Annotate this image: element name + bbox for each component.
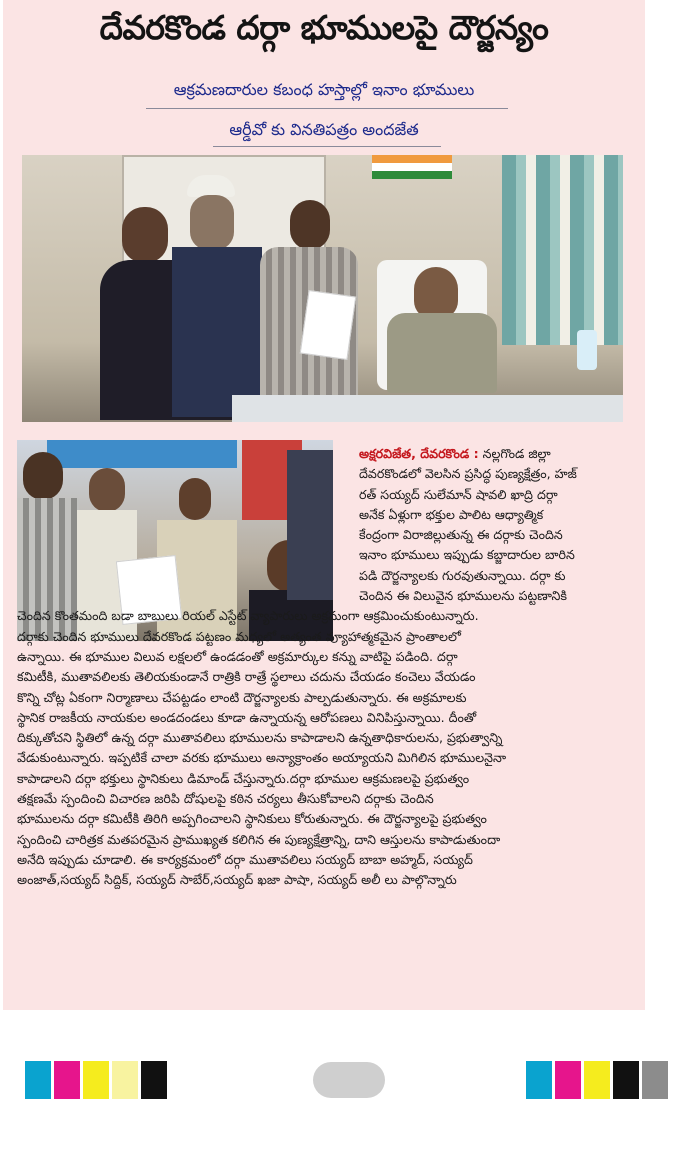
article-line: భూములను దర్గా కమిటీకి తిరిగి అప్పగించాలని స్థానికులు కోరుతున్నారు. ఈ దౌర్జన్యాలపై ప్రభుత్వం [17, 811, 487, 827]
article-line: చెందిన కొంతమంది బడా బాబులు రియల్ ఎస్టేట్ వ్యాపారులు అక్రమంగా ఆక్రమించుకుంటున్నారు. [17, 608, 479, 624]
main-photo-petition [22, 155, 623, 422]
color-swatch [141, 1061, 167, 1099]
flag-green [372, 171, 452, 179]
article-line: అనేది ఇప్పుడు చూడాలి. ఈ కార్యక్రమంలో దర్గా ముతావలిలు సయ్యద్ బాబా అహ్మద్, సయ్యద్ [17, 851, 473, 867]
article-line-text: నల్లగొండ జిల్లా [478, 446, 551, 461]
subheadline-1: ఆక్రమణదారుల కబంధ హస్తాల్లో ఇనాం భూములు [173, 80, 475, 99]
article-line: రత్ సయ్యద్ సులేమాన్ షావలి ఖాద్రి దర్గా [359, 486, 558, 502]
color-swatch [54, 1061, 80, 1099]
official-head [414, 267, 458, 319]
article-line: స్పందించి చారిత్రక మతపరమైన ప్రాముఖ్యత కలిగిన ఈ పుణ్యక్షేత్రాన్ని, దాని ఆస్తులను కాపాడుతుందా [17, 831, 501, 847]
article-line: కమిటీకి, ముతావలిలకు తెలియకుండానే రాత్రికి రాత్రే స్థలాలు చదును చేయడం కంచెలు వేయడం [17, 669, 476, 685]
article-line: కేంద్రంగా విరాజిల్లుతున్న ఈ దర్గాకు చెందిన [359, 527, 563, 543]
water-bottle [577, 330, 597, 370]
color-swatch [25, 1061, 51, 1099]
article-line: ఇనాం భూములు ఇప్పుడు కబ్జాదారుల బారిన [359, 547, 575, 563]
article-line: కొన్ని చోట్ల ఏకంగా నిర్మాణాలు చేపట్టడం లాంటి దౌర్జన్యాలకు పాల్పడుతున్నారు. ఈ అక్రమాలకు [17, 689, 467, 705]
headline: దేవరకొండ దర్గా భూములపై దౌర్జన్యం [99, 8, 549, 47]
color-swatch [112, 1061, 138, 1099]
article-line: వేడుకుంటున్నారు. ఇప్పటికే చాలా వరకు భూములు అన్యాక్రాంతం అయ్యాయని మిగిలిన భూములనైనా [17, 750, 507, 766]
article-body [17, 444, 637, 891]
subheadline-1-underline [146, 108, 508, 109]
desk [232, 395, 623, 422]
official-shirt [387, 313, 497, 393]
elder-robe [172, 247, 262, 417]
petition-paper [300, 290, 356, 360]
article-line: ఉన్నాయి. ఈ భూముల విలువ లక్షలలో ఉండడంతో అక్రమార్కుల కన్ను వాటిపై పడింది. దర్గా [17, 648, 458, 664]
color-swatch [526, 1061, 552, 1099]
subheadline-2-underline [213, 146, 441, 147]
article-line: అనేక ఏళ్లుగా భక్తుల పాలిట ఆధ్యాత్మిక [359, 506, 544, 522]
curtain [502, 155, 623, 345]
color-swatch [613, 1061, 639, 1099]
article-line: కాపాడాలని దర్గా భక్తులు స్థానికులు డిమాండ్ చేస్తున్నారు.దర్గా భూముల ఆక్రమణలపై ప్రభుత్వం [17, 770, 470, 786]
article-line: దిక్కుతోచని స్థితిలో ఉన్న దర్గా ముతావలిలు భూములను కాపాడాలని ఉన్నతాధికారులను, ప్రభుత్వాన్ని [17, 730, 503, 746]
article-line: పడి దౌర్జన్యాలకు గురవుతున్నాయి. దర్గా కు [359, 567, 566, 583]
dateline: అక్షరవిజేత, దేవరకొండ : [359, 446, 479, 461]
article-line: అంజాత్,సయ్యద్ సిద్దిక్, సయ్యద్ సాబేర్,సయ్యద్ ఖజా పాషా, సయ్యద్ అలీ లు పాల్గొన్నారు [17, 872, 457, 888]
article-line: దేవరకొండలో వెలసిన ప్రసిద్ధ పుణ్యక్షేత్రం, హజ్ [359, 466, 577, 482]
color-swatch [83, 1061, 109, 1099]
cap [187, 175, 235, 197]
color-swatch [584, 1061, 610, 1099]
elder-head [190, 195, 234, 250]
article-line: చెందిన ఈ విలువైన భూములను పట్టణానికి [359, 588, 567, 604]
scroll-handle[interactable] [313, 1062, 385, 1098]
article-line: దర్గాకు చెందిన భూములు దేవరకొండ పట్టణం మధ్యలో అత్యంత వ్యూహాత్మకమైన ప్రాంతాలలో [17, 628, 461, 644]
article-line: తక్షణమే స్పందించి విచారణ జరిపి దోషులపై కఠిన చర్యలు తీసుకోవాలని దర్గాకు చెందిన [17, 791, 434, 807]
article-line: స్థానిక రాజకీయ నాయకుల అండదండలు కూడా ఉన్నాయన్న ఆరోపణలు వినిపిస్తున్నాయి. దీంతో [17, 709, 477, 725]
color-swatch [642, 1061, 668, 1099]
man-front-head [122, 207, 168, 263]
man-right-head [290, 200, 330, 250]
flag-white [372, 163, 452, 171]
subheadline-2: ఆర్డీవో కు వినతిపత్రం అందజేత [229, 120, 419, 139]
article-line [17, 444, 637, 464]
color-swatch [555, 1061, 581, 1099]
flag-saffron [372, 155, 452, 163]
